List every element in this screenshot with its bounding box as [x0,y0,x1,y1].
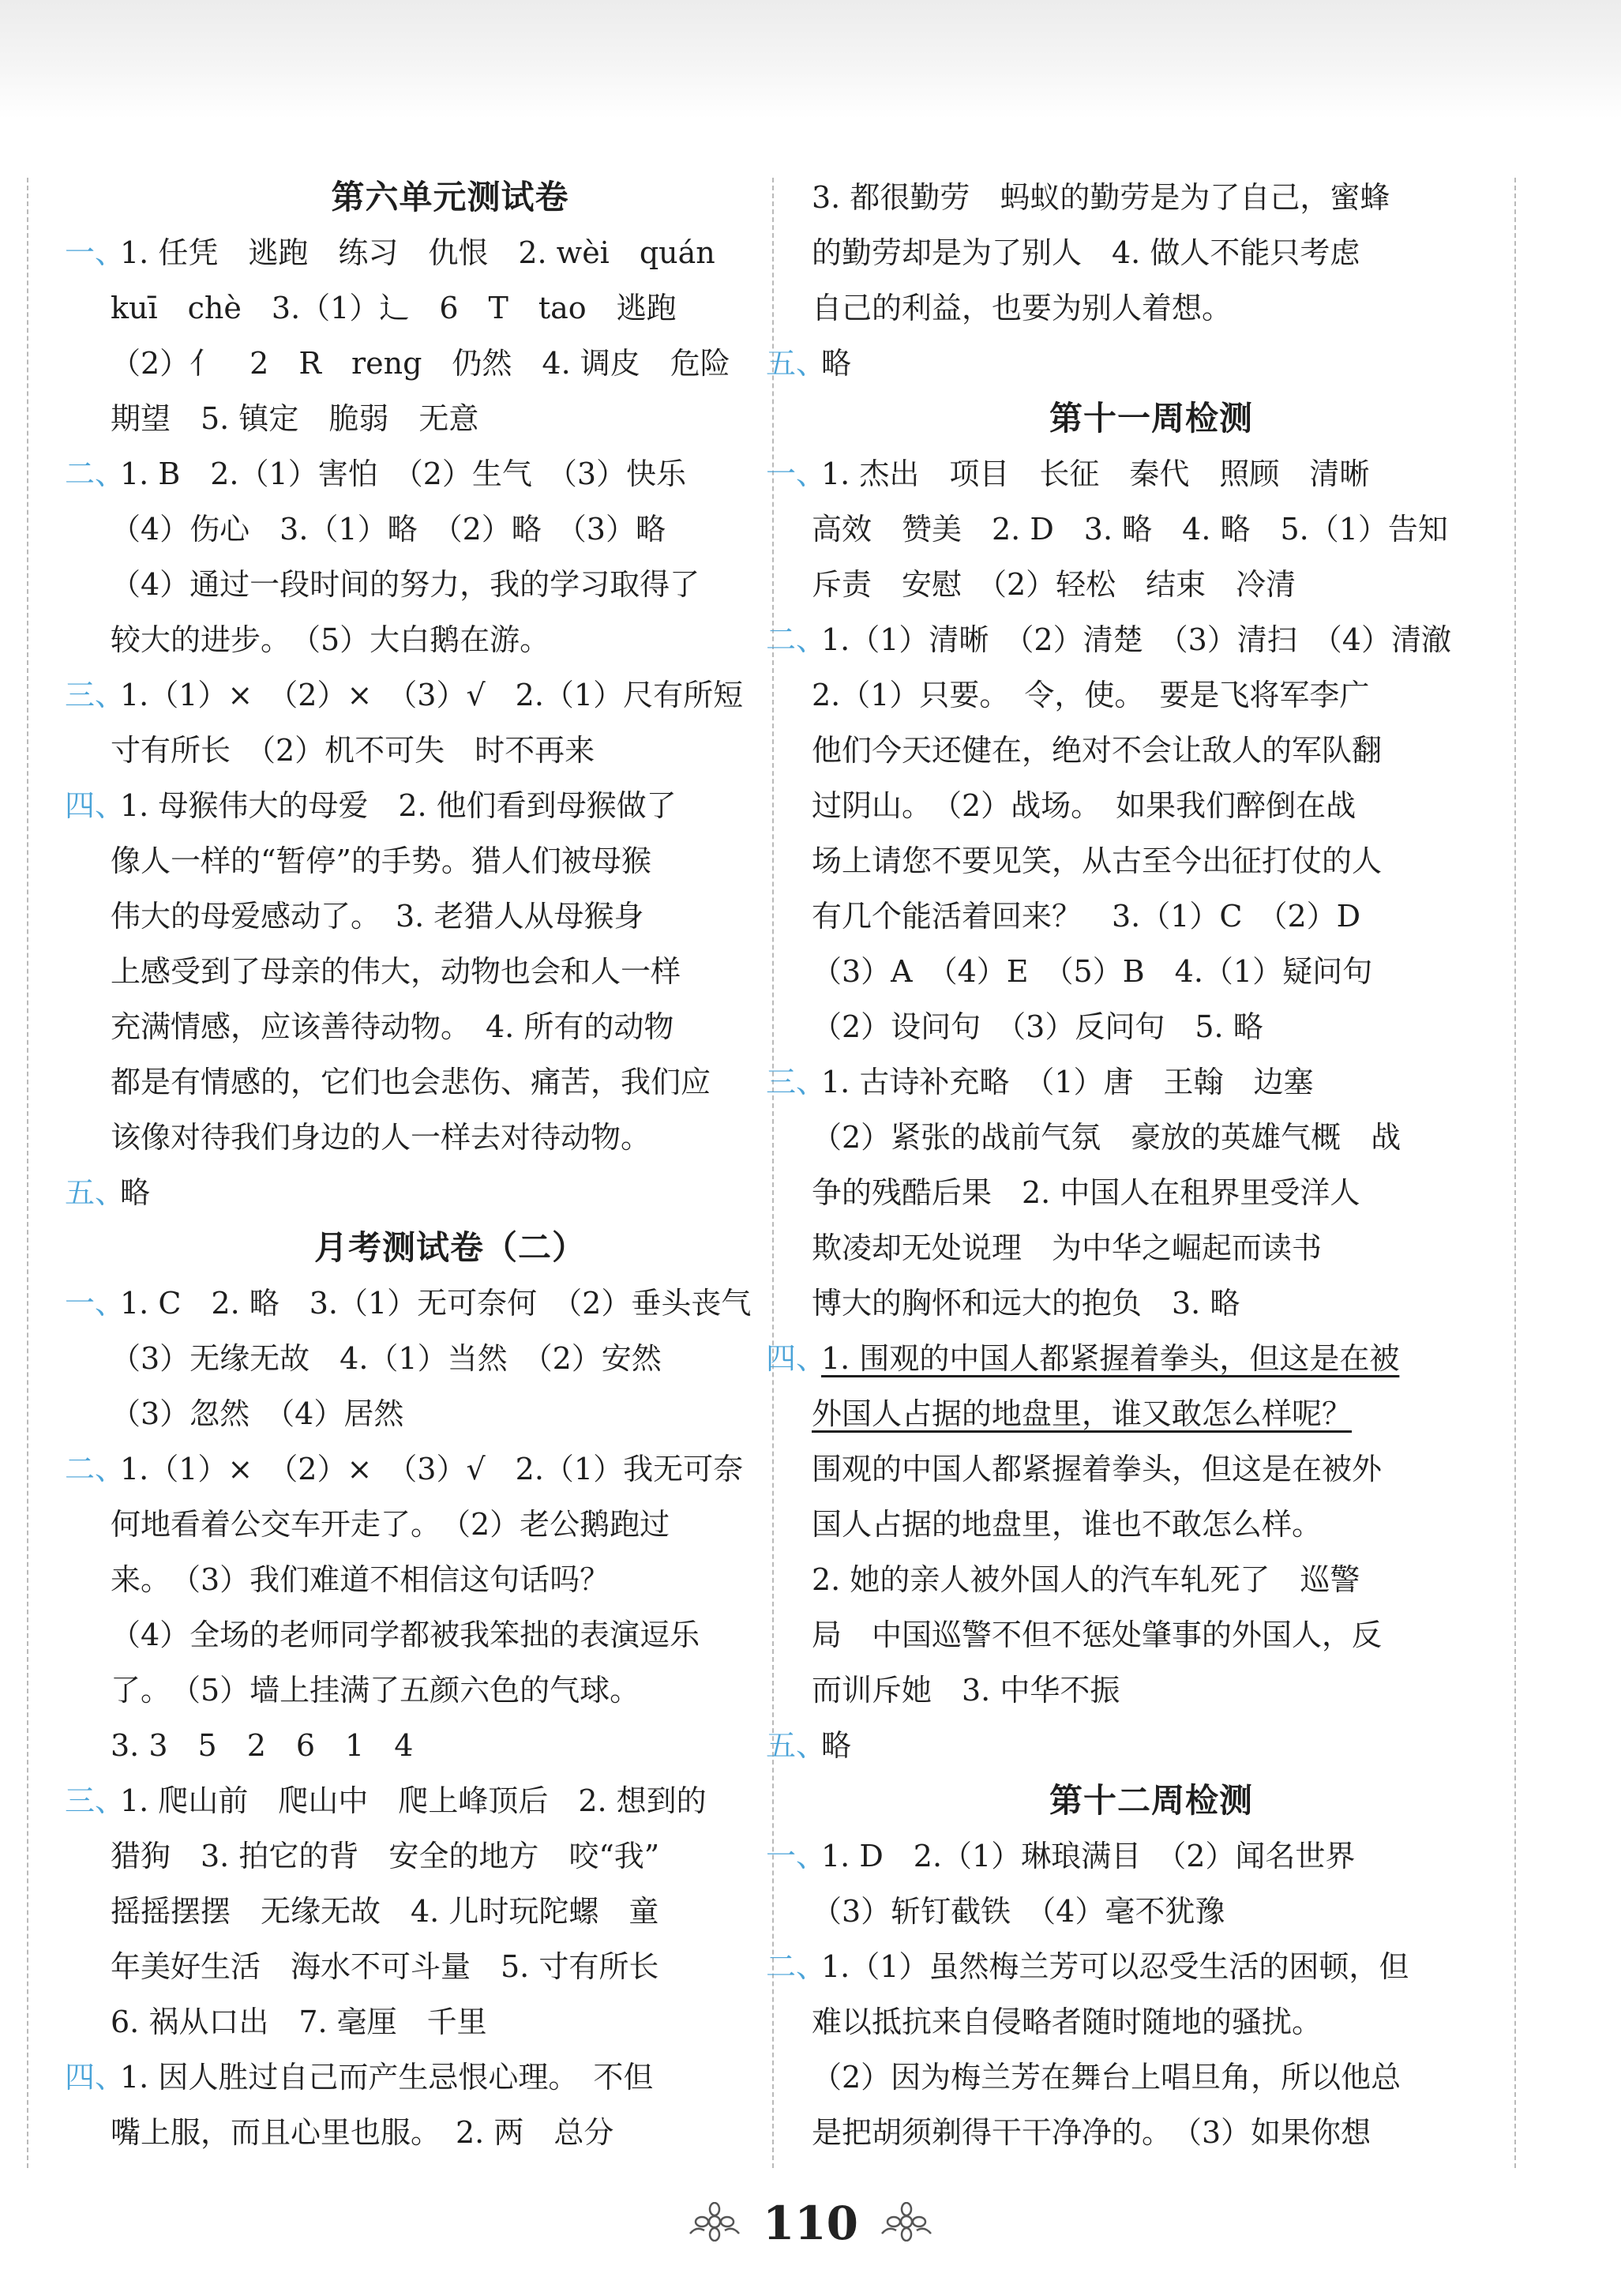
answer-text: 局 中国巡警不但不惩处肇事的外国人，反 [812,1618,1383,1652]
answer-line [111,336,790,391]
question-number: 五、 [766,1728,827,1763]
answer-line [812,1663,1491,1718]
right-margin-rule [1514,178,1516,2168]
answer-line [812,944,1491,999]
answer-line [812,1607,1491,1663]
answer-text: 国人占据的地盘里，谁也不敢怎么样。 [812,1507,1323,1542]
question-number: 三、 [766,1065,827,1099]
answer-line [111,502,790,557]
answer-line [111,999,790,1054]
question-number: 二、 [65,457,126,491]
answer-text: 较大的进步。 （5）大白鹅在游。 [111,622,550,657]
question-number: 三、 [65,1783,126,1818]
answer-line [65,1773,790,1828]
section-title: 第六单元测试卷 [331,178,569,216]
answer-line [812,667,1491,723]
answer-text: 该像对待我们身边的人一样去对待动物。 [111,1120,651,1155]
answer-line [812,170,1491,225]
answer-text: kuī chè 3.（1）辶 6 T tao 逃跑 [111,291,677,325]
answer-text: （3）忽然 （4）居然 [111,1396,404,1431]
answer-line [111,1331,790,1386]
answer-text: 3. 都很勤劳 蚂蚁的勤劳是为了自己，蜜蜂 [812,180,1390,215]
answer-text: 他们今天还健在，绝对不会让敌人的军队翻 [812,733,1383,768]
answer-line [812,723,1491,778]
answer-text: （2）设问句 （3）反问句 5. 略 [812,1009,1263,1044]
answer-text: 1. 任凭 逃跑 练习 仇恨 2. wèi quán [120,235,715,270]
answer-text: 1.（1）× （2）× （3）√ 2.（1）我无可奈 [120,1452,744,1486]
answer-text: 猎狗 3. 拍它的背 安全的地方 咬“我” [111,1839,660,1873]
answer-line [812,280,1491,336]
answer-text: 是把胡须剃得干干净净的。 （3）如果你想 [812,2115,1371,2150]
answer-line [111,1386,790,1441]
answer-text: 1. 爬山前 爬山中 爬上峰顶后 2. 想到的 [120,1783,707,1818]
answer-line [65,1165,790,1220]
answer-line [111,1994,790,2050]
answer-text: 何地看着公交车开走了。 （2）老公鹅跑过 [111,1507,670,1542]
answer-line [65,778,790,833]
answer-text: 来。 （3）我们难道不相信这句话吗？ [111,1562,610,1597]
answer-line [812,1552,1491,1607]
answer-line [812,2105,1491,2160]
answer-text: 自己的利益，也要为别人着想。 [812,291,1233,325]
answer-text: 充满情感，应该善待动物。 4. 所有的动物 [111,1009,674,1044]
answer-text: 伟大的母爱感动了。 3. 老猎人从母猴身 [111,899,644,934]
answer-text: 而训斥她 3. 中华不振 [812,1673,1120,1708]
answer-line [812,1276,1491,1331]
answer-text: 期望 5. 镇定 脆弱 无意 [111,401,479,436]
answer-line [766,1718,1491,1773]
answer-text: 欺凌却无处说理 为中华之崛起而读书 [812,1231,1323,1265]
answer-text: 1.（1）清晰 （2）清楚 （3）清扫 （4）清澈 [821,622,1451,657]
answer-line [766,336,1491,391]
answer-text: （3）A （4）E （5）B 4.（1）疑问句 [812,954,1373,989]
answer-line [111,1054,790,1110]
answer-line [766,1828,1491,1884]
answer-text: 博大的胸怀和远大的抱负 3. 略 [812,1286,1240,1321]
answer-line [812,1994,1491,2050]
answer-line [812,557,1491,612]
right-column [766,170,1491,2160]
answer-text: （2）亻 2 R reng 仍然 4. 调皮 危险 [111,346,730,381]
answer-line [111,723,790,778]
answer-line [111,612,790,667]
answer-line [111,280,790,336]
question-number: 一、 [65,1286,126,1321]
answer-text: 1. 母猴伟大的母爱 2. 他们看到母猴做了 [120,788,677,823]
question-number: 三、 [65,678,126,712]
question-number: 五、 [766,346,827,381]
left-margin-rule [27,178,28,2168]
answer-line [812,1165,1491,1220]
question-number: 二、 [766,1949,827,1984]
answer-line [766,1939,1491,1994]
answer-text: 1.（1）虽然梅兰芳可以忍受生活的困顿，但 [821,1949,1409,1984]
answer-line [812,502,1491,557]
answer-line [766,1331,1491,1386]
answer-text: 1.（1）× （2）× （3）√ 2.（1）尺有所短 [120,678,744,712]
answer-line [65,225,790,280]
question-number: 四、 [65,788,126,823]
answer-line [812,889,1491,944]
answer-line [766,1054,1491,1110]
answer-line [812,1441,1491,1497]
answer-text: 1. 古诗补充略 （1）唐 王翰 边塞 [821,1065,1314,1099]
question-number: 五、 [65,1175,126,1210]
answer-text: 寸有所长 （2）机不可失 时不再来 [111,733,595,768]
answer-line [766,612,1491,667]
question-number: 一、 [766,457,827,491]
answer-text: 1. 因人胜过自己而产生忌恨心理。 不但 [120,2060,654,2095]
answer-line [65,1441,790,1497]
answer-line [111,1552,790,1607]
answer-line [812,1884,1491,1939]
answer-line [111,1939,790,1994]
answer-line [766,446,1491,502]
answer-text: 难以抵抗来自侵略者随时随地的骚扰。 [812,2005,1323,2039]
answer-line [111,889,790,944]
answer-text: （2）因为梅兰芳在舞台上唱旦角，所以他总 [812,2060,1401,2095]
answer-text: 3. 3 5 2 6 1 4 [111,1728,414,1763]
answer-line [65,446,790,502]
answer-line [812,999,1491,1054]
answer-text: 争的残酷后果 2. 中国人在租界里受洋人 [812,1175,1360,1210]
answer-text: 6. 祸从口出 7. 毫厘 千里 [111,2005,487,2039]
answer-text: 年美好生活 海水不可斗量 5. 寸有所长 [111,1949,659,1984]
section-title: 第十二周检测 [1049,1781,1253,1820]
right-flower-icon [879,2202,934,2245]
question-number: 四、 [65,2060,126,2095]
answer-line [812,778,1491,833]
answer-text: 1. D 2.（1）琳琅满目 （2）闻名世界 [821,1839,1356,1873]
answer-text: 略 [821,1728,852,1763]
left-flower-icon [687,2202,742,2245]
answer-text: （3）斩钉截铁 （4）毫不犹豫 [812,1894,1225,1929]
answer-text: 有几个能活着回来？ 3.（1）C （2）D [812,899,1361,934]
answer-text: 略 [120,1175,151,1210]
answer-line [812,1386,1491,1441]
answer-line [812,1110,1491,1165]
answer-text: 1. 围观的中国人都紧握着拳头，但这是在被 [821,1341,1400,1376]
answer-text: 1. C 2. 略 3.（1）无可奈何 （2）垂头丧气 [120,1286,752,1321]
answer-line [812,225,1491,280]
answer-line [812,2050,1491,2105]
answer-line [65,1276,790,1331]
answer-text: 过阴山。 （2）战场。 如果我们醉倒在战 [812,788,1356,823]
answer-line [111,1607,790,1663]
scan-header-band [0,0,1621,118]
answer-line [111,833,790,889]
answer-text: （2）紧张的战前气氛 豪放的英雄气概 战 [812,1120,1401,1155]
answer-text: 的勤劳却是为了别人 4. 做人不能只考虑 [812,235,1360,270]
answer-line [111,1663,790,1718]
answer-text: 2.（1）只要。 令，使。 要是飞将军李广 [812,678,1370,712]
answer-line [111,557,790,612]
page-number: 110 [762,2196,859,2250]
page-footer [0,2180,1621,2267]
answer-line [812,1220,1491,1276]
answer-text: 嘴上服，而且心里也服。 2. 两 总分 [111,2115,614,2150]
answer-text: 场上请您不要见笑，从古至今出征打仗的人 [812,844,1383,878]
answer-text: （4）全场的老师同学都被我笨拙的表演逗乐 [111,1618,700,1652]
answer-line [111,944,790,999]
left-column [65,170,790,2160]
answer-line [111,1497,790,1552]
answer-text: 外国人占据的地盘里，谁又敢怎么样呢？ [812,1396,1353,1431]
answer-text: 斥责 安慰 （2）轻松 结束 冷清 [812,567,1296,602]
question-number: 一、 [65,235,126,270]
answer-text: 1. 杰出 项目 长征 秦代 照顾 清晰 [821,457,1370,491]
answer-text: （4）伤心 3.（1）略 （2）略 （3）略 [111,512,666,547]
question-number: 四、 [766,1341,827,1376]
section-title: 第十一周检测 [1049,399,1253,438]
question-number: 二、 [65,1452,126,1486]
answer-text: 像人一样的“暂停”的手势。猎人们被母猴 [111,844,651,878]
answer-text: （3）无缘无故 4.（1）当然 （2）安然 [111,1341,662,1376]
answer-line [111,1884,790,1939]
section-title: 月考测试卷（二） [313,1228,586,1267]
answer-text: 都是有情感的，它们也会悲伤、痛苦，我们应 [111,1065,711,1099]
answer-line [111,391,790,446]
answer-text: （4）通过一段时间的努力，我的学习取得了 [111,567,700,602]
question-number: 二、 [766,622,827,657]
answer-line [111,1718,790,1773]
answer-text: 了。 （5）墙上挂满了五颜六色的气球。 [111,1673,640,1708]
answer-text: 1. B 2.（1）害怕 （2）生气 （3）快乐 [120,457,687,491]
answer-text: 略 [821,346,852,381]
answer-text: 高效 赞美 2. D 3. 略 4. 略 5.（1）告知 [812,512,1448,547]
answer-line [111,2105,790,2160]
answer-line [65,2050,790,2105]
answer-line [812,1497,1491,1552]
answer-line [65,667,790,723]
answer-text: 摇摇摆摆 无缘无故 4. 儿时玩陀螺 童 [111,1894,659,1929]
answer-text: 2. 她的亲人被外国人的汽车轧死了 巡警 [812,1562,1360,1597]
answer-line [111,1828,790,1884]
answer-text: 上感受到了母亲的伟大，动物也会和人一样 [111,954,681,989]
answer-line [111,1110,790,1165]
question-number: 一、 [766,1839,827,1873]
answer-text: 围观的中国人都紧握着拳头，但这是在被外 [812,1452,1383,1486]
answer-line [812,833,1491,889]
